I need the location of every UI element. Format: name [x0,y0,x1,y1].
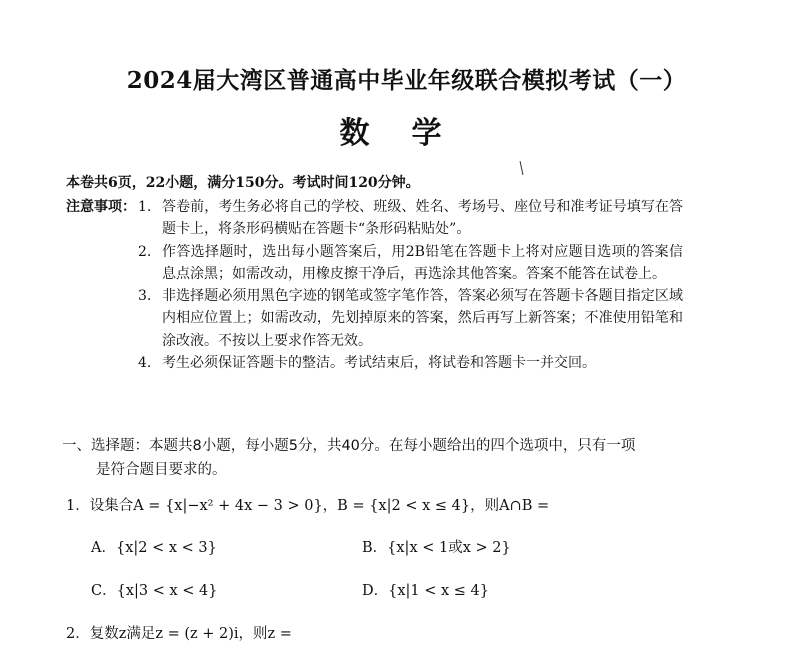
notice-item-text: 非选择题必须用黑色字迹的钢笔或签字笔作答，答案必须写在答题卡各题目指定区域内相应位置上；如需改动，先划掉原来的答案，然后再写上新答案；不准使用铅笔和涂改液。不按以上要求作答无效。 [162,288,683,349]
notice-item-number: 1. [138,199,152,215]
section-heading-line1: 一、选择题：本题共8小题，每小题5分，共40分。在每小题给出的四个选项中，只有一项 [62,438,636,454]
notice-item [138,196,683,241]
question-2-stem: 2．复数z满足z = (z + 2)i，则z = [66,626,292,642]
notice-item-number: 3. [138,288,152,305]
notice-item-text: 作答选择题时，选出每小题答案后，用2B铅笔在答题卡上将对应题目选项的答案信息点涂黑；如需改动，用橡皮擦干净后，再选涂其他答案。答案不能答在试卷上。 [162,243,683,282]
stray-mark [520,161,524,175]
notice-list [138,196,683,374]
notice-item [138,241,683,286]
question-1-option-d: D．{x|1 < x ≤ 4} [362,583,490,599]
exam-info: 本卷共6页，22小题，满分150分。考试时间120分钟。 [66,175,420,191]
notice-item-text: 答卷前，考生务必将自己的学校、班级、姓名、考场号、座位号和准考证号填写在答题卡上，将条形码横贴在答题卡“条形码粘贴处”。 [162,199,683,238]
question-1-option-a: A．{x|2 < x < 3} [91,540,217,556]
notice-item-number: 4. [138,355,152,372]
notice-item-text: 考生必须保证答题卡的整洁。考试结束后，将试卷和答题卡一并交回。 [162,355,596,372]
question-1-option-c: C．{x|3 < x < 4} [91,583,218,599]
question-1-option-b: B．{x|x < 1或x > 2} [362,540,511,556]
question-1-stem: 1．设集合A = {x|−x² + 4x − 3 > 0}，B = {x|2 < x ≤ 4}，则A∩B = [66,498,550,514]
notice-label: 注意事项： [66,199,136,215]
exam-title: 2024届大湾区普通高中毕业年级联合模拟考试（一） [126,67,687,94]
notice-item [138,285,683,352]
notice-item [138,352,683,374]
section-heading [62,434,702,482]
section-heading-line2: 是符合题目要求的。 [96,462,227,478]
subject-title: 数学 [339,116,484,151]
notice-item-number: 2. [138,243,152,260]
